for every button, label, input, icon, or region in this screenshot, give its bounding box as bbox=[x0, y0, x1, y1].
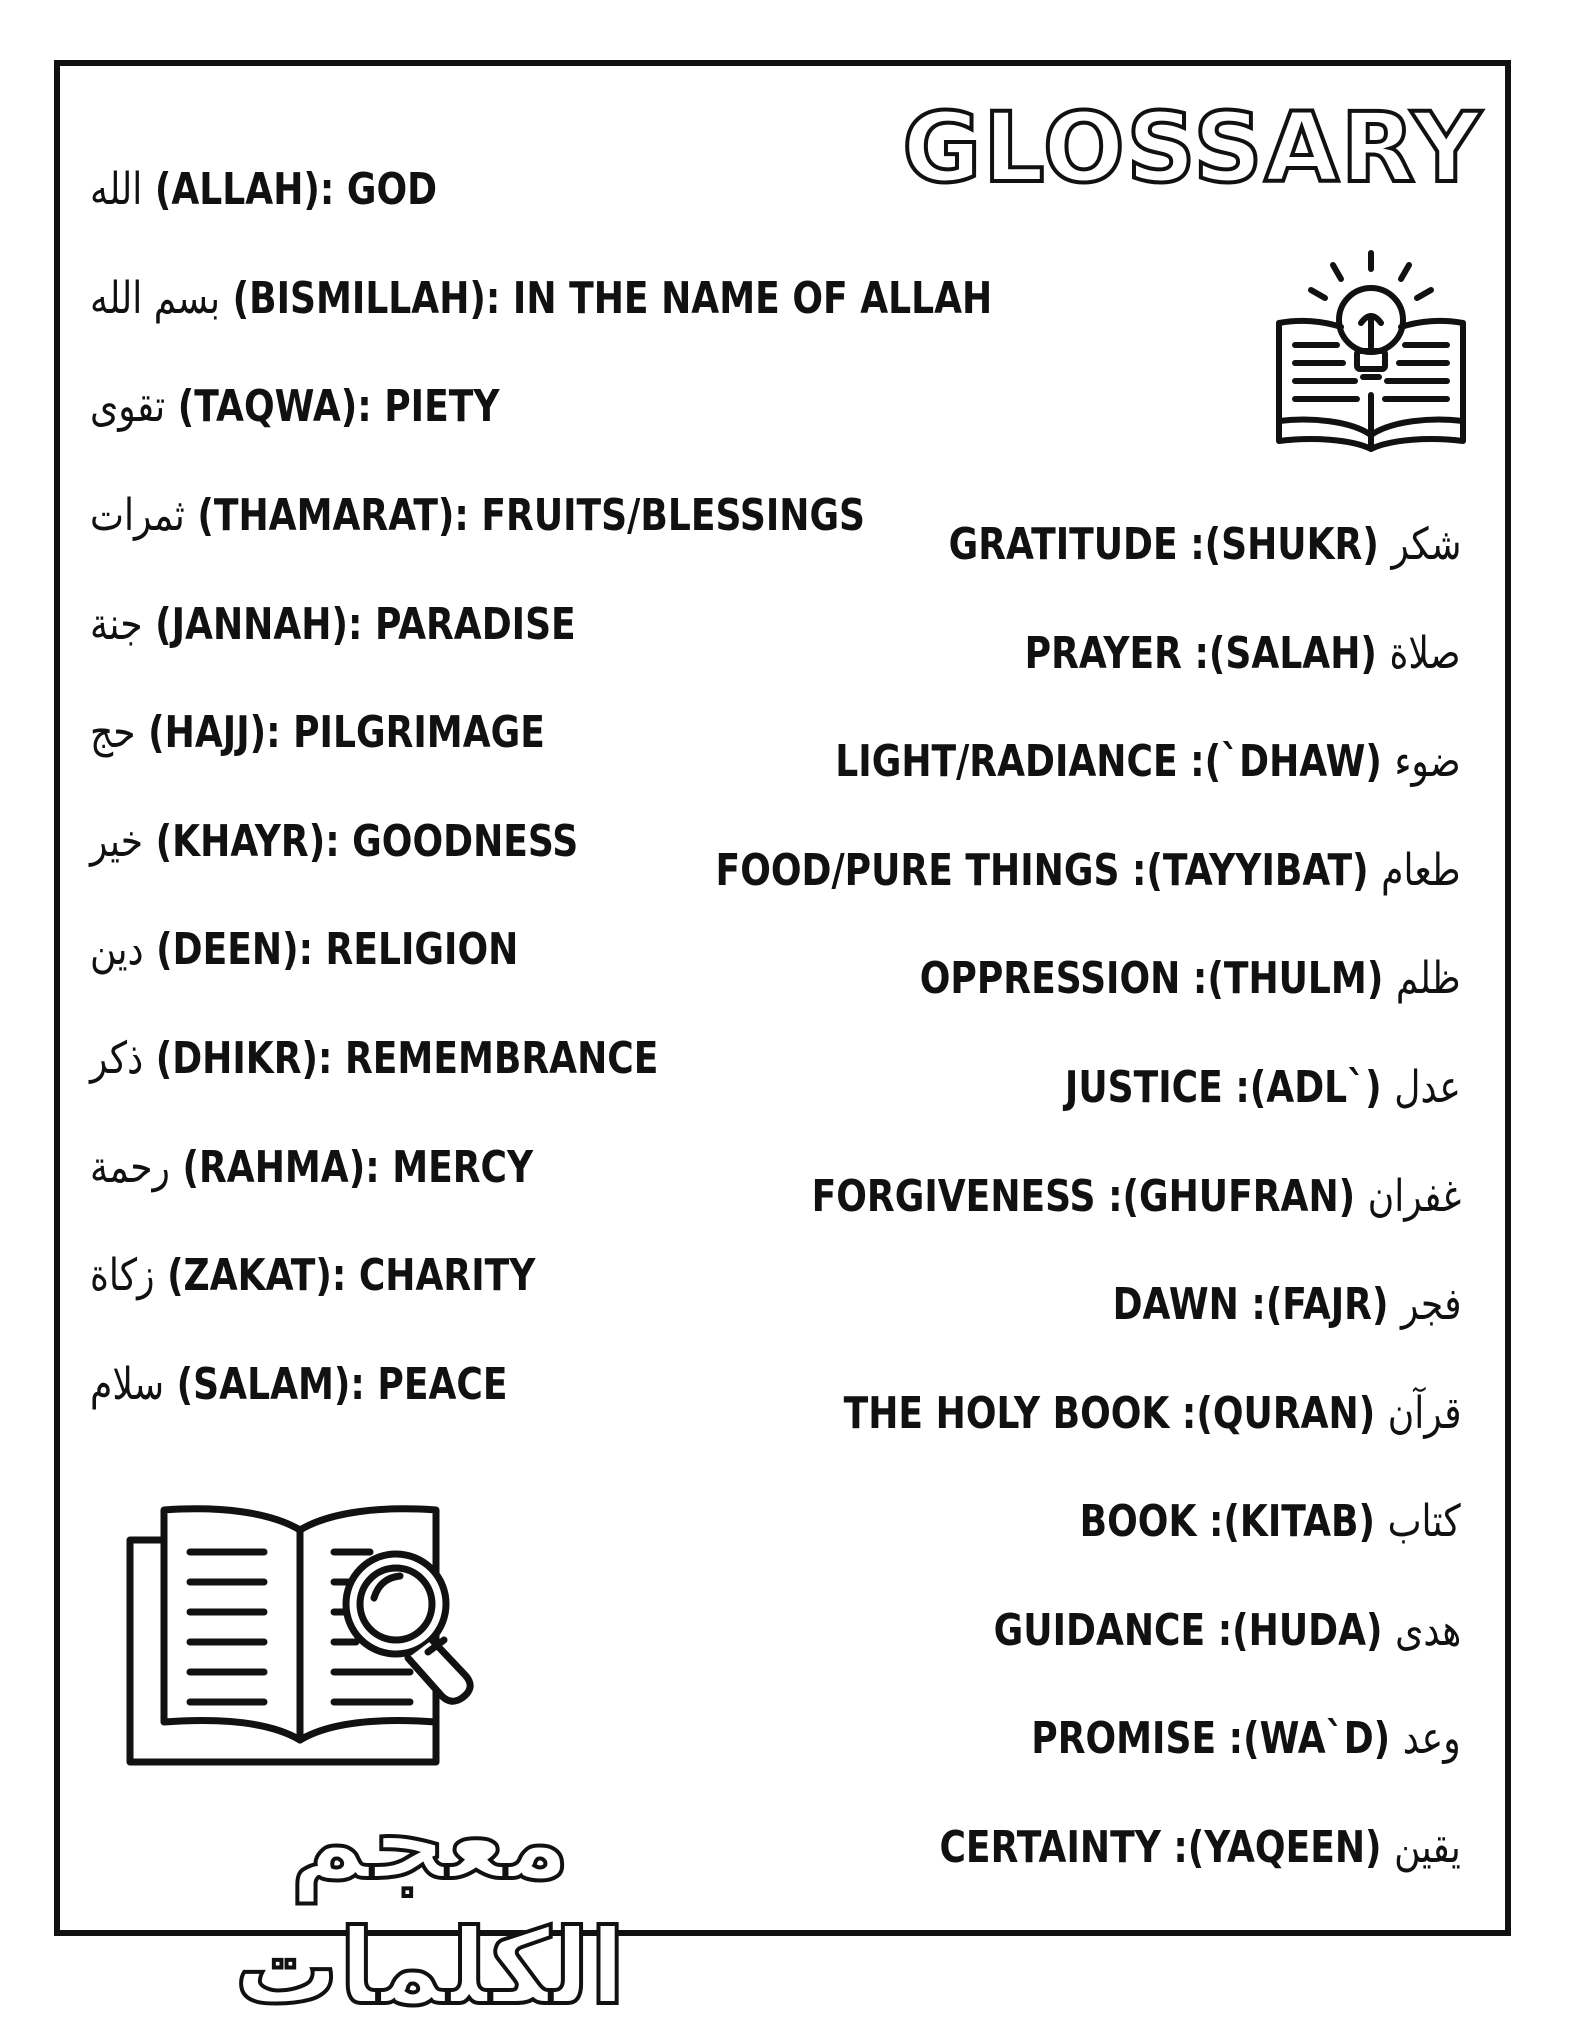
arabic-term: فجر bbox=[1400, 1279, 1461, 1330]
english-definition: FOOD/PURE THINGS :(TAYYIBAT) bbox=[715, 845, 1369, 896]
arabic-term: زكاة bbox=[90, 1250, 155, 1301]
glossary-entry bbox=[1025, 628, 1461, 679]
arabic-term: قرآن bbox=[1387, 1388, 1461, 1439]
english-definition: (BISMILLAH): IN THE NAME OF ALLAH bbox=[232, 273, 993, 324]
english-definition: JUSTICE :(ADL`) bbox=[1064, 1062, 1382, 1113]
book-magnifier-icon bbox=[120, 1500, 480, 1780]
english-definition: OPPRESSION :(THULM) bbox=[920, 953, 1384, 1004]
glossary-entry bbox=[90, 816, 579, 867]
glossary-entry bbox=[1080, 1496, 1461, 1547]
arabic-term: جنة bbox=[90, 599, 143, 650]
arabic-term: دين bbox=[90, 924, 144, 975]
english-definition: (ALLAH): GOD bbox=[154, 164, 438, 215]
english-definition: (THAMARAT): FRUITS/BLESSINGS bbox=[197, 490, 866, 541]
english-definition: (JANNAH): PARADISE bbox=[155, 599, 576, 650]
glossary-entry bbox=[835, 736, 1461, 787]
arabic-term: خير bbox=[90, 816, 144, 867]
english-definition: CERTAINTY :(YAQEEN) bbox=[939, 1822, 1382, 1873]
glossary-entry bbox=[920, 953, 1461, 1004]
english-definition: BOOK :(KITAB) bbox=[1080, 1496, 1376, 1547]
glossary-entry bbox=[715, 845, 1461, 896]
english-definition: (DEEN): RELIGION bbox=[156, 924, 519, 975]
english-definition: (RAHMA): MERCY bbox=[182, 1142, 534, 1193]
glossary-entry bbox=[90, 707, 545, 758]
arabic-term: سلام bbox=[90, 1359, 165, 1410]
glossary-entry bbox=[843, 1388, 1461, 1439]
glossary-entry bbox=[90, 599, 576, 650]
arabic-term: بسم الله bbox=[90, 273, 221, 324]
glossary-entry bbox=[90, 381, 500, 432]
english-definition: (KHAYR): GOODNESS bbox=[155, 816, 579, 867]
english-definition: GUIDANCE :(HUDA) bbox=[993, 1605, 1383, 1656]
glossary-entry bbox=[90, 924, 519, 975]
arabic-term: هدى bbox=[1394, 1605, 1461, 1656]
english-definition: FORGIVENESS :(GHUFRAN) bbox=[811, 1171, 1355, 1222]
arabic-term: حج bbox=[90, 707, 136, 758]
arabic-term: غفران bbox=[1367, 1171, 1461, 1222]
glossary-entry bbox=[90, 1033, 659, 1084]
glossary-entry bbox=[90, 1359, 508, 1410]
english-definition: GRATITUDE :(SHUKR) bbox=[948, 519, 1379, 570]
page-title: GLOSSARY bbox=[902, 92, 1483, 204]
arabic-glossary-title: معجم الكلمات bbox=[234, 1781, 626, 2028]
glossary-entry bbox=[90, 490, 866, 541]
arabic-term: ذكر bbox=[90, 1033, 144, 1084]
glossary-entry bbox=[1031, 1713, 1461, 1764]
english-definition: DAWN :(FAJR) bbox=[1112, 1279, 1388, 1330]
english-definition: (ZAKAT): CHARITY bbox=[167, 1250, 536, 1301]
arabic-term: شكر bbox=[1390, 519, 1461, 570]
glossary-entry bbox=[90, 1142, 534, 1193]
arabic-term: ضوء bbox=[1394, 736, 1461, 787]
arabic-term: تقوى bbox=[90, 381, 166, 432]
english-definition: THE HOLY BOOK :(QURAN) bbox=[843, 1388, 1375, 1439]
english-definition: (TAQWA): PIETY bbox=[177, 381, 500, 432]
english-definition: (SALAM): PEACE bbox=[176, 1359, 508, 1410]
arabic-term: عدل bbox=[1394, 1062, 1461, 1113]
glossary-entry bbox=[90, 1250, 536, 1301]
glossary-entry bbox=[90, 164, 438, 215]
glossary-entry bbox=[939, 1822, 1461, 1873]
english-definition: (HAJJ): PILGRIMAGE bbox=[148, 707, 545, 758]
arabic-term: الله bbox=[90, 164, 143, 215]
glossary-entry bbox=[1064, 1062, 1461, 1113]
english-definition: LIGHT/RADIANCE :(`DHAW) bbox=[835, 736, 1383, 787]
glossary-entry bbox=[948, 519, 1461, 570]
english-definition: (DHIKR): REMEMBRANCE bbox=[155, 1033, 659, 1084]
arabic-term: صلاة bbox=[1389, 628, 1461, 679]
arabic-term: وعد bbox=[1403, 1713, 1461, 1764]
english-definition: PROMISE :(WA`D) bbox=[1031, 1713, 1391, 1764]
arabic-term: طعام bbox=[1381, 845, 1461, 896]
glossary-entry bbox=[993, 1605, 1461, 1656]
glossary-entry bbox=[811, 1171, 1461, 1222]
glossary-entry bbox=[1112, 1279, 1461, 1330]
book-lightbulb-icon bbox=[1271, 245, 1471, 455]
glossary-entry bbox=[90, 273, 993, 324]
arabic-term: ثمرات bbox=[90, 490, 185, 541]
english-definition: PRAYER :(SALAH) bbox=[1025, 628, 1378, 679]
arabic-term: رحمة bbox=[90, 1142, 170, 1193]
arabic-term: ظلم bbox=[1396, 953, 1461, 1004]
arabic-term: كتاب bbox=[1387, 1496, 1461, 1547]
arabic-term: يقين bbox=[1394, 1822, 1461, 1873]
